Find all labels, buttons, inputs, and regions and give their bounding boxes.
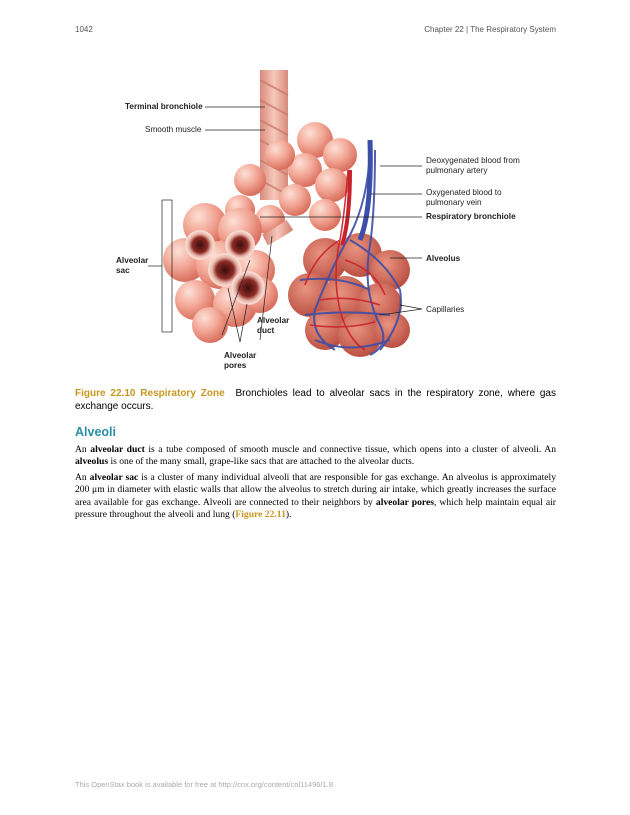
- term-alveolar-sac: alveolar sac: [89, 472, 139, 483]
- label-respiratory-bronchiole: Respiratory bronchiole: [426, 212, 516, 221]
- text-run: , which help maintain equal air pressure throughout the alveoli and lung (: [75, 496, 556, 520]
- label-smooth-muscle: Smooth muscle: [145, 125, 202, 134]
- label-alveolar-duct: Alveolar duct: [257, 316, 290, 335]
- figure-caption-text: Bronchioles lead to alveolar sacs in the respiratory zone, where gas exchange occurs.: [75, 388, 556, 412]
- respiratory-zone-figure: [100, 60, 540, 380]
- text-run: is a cluster of many individual alveoli that are responsible for gas exchange. An alveolus is approximately 200 μm in diameter with elastic walls that allow the alveolus to stretch during air intake, which greatly increases the surface area available for gas exchange. Alveoli are connected to their neighbors by: [75, 472, 557, 508]
- term-alveolar-pores: alveolar pores: [375, 496, 434, 508]
- text-run: ).: [285, 508, 292, 520]
- figure-reference-link[interactable]: Figure 22.11: [235, 508, 286, 520]
- text-run: is one of the many small, grape-like sacs that are attached to the alveolar ducts.: [108, 456, 415, 468]
- label-alveolus: Alveolus: [426, 254, 461, 263]
- label-deoxygenated-blood: Deoxygenated blood from pulmonary artery: [426, 156, 520, 175]
- label-oxygenated-blood: Oxygenated blood to pulmonary vein: [426, 188, 502, 207]
- text-run: is a tube composed of smooth muscle and connective tissue, which opens into a cluster of alveoli. An: [144, 444, 557, 455]
- term-alveolus: alveolus: [75, 456, 109, 468]
- label-capillaries: Capillaries: [426, 305, 465, 314]
- label-alveolar-pores: Alveolar pores: [224, 351, 257, 370]
- page-number: 1042: [75, 25, 93, 34]
- figure-caption-title: Figure 22.10 Respiratory Zone: [75, 388, 225, 399]
- paragraph-alveolar-sac: [75, 472, 556, 521]
- text-run: An: [75, 472, 90, 483]
- term-alveolar-duct: alveolar duct: [90, 444, 145, 455]
- figure-caption: [75, 388, 556, 413]
- footer-note: This OpenStax book is available for free at http://cnx.org/content/col11496/1.8: [75, 780, 333, 789]
- label-terminal-bronchiole: Terminal bronchiole: [125, 102, 203, 111]
- paragraph-alveolar-duct: [75, 444, 556, 469]
- label-alveolar-sac: Alveolar sac: [116, 256, 149, 275]
- text-run: An: [75, 444, 91, 455]
- chapter-header: Chapter 22 | The Respiratory System: [424, 25, 556, 34]
- section-title: Alveoli: [75, 425, 116, 439]
